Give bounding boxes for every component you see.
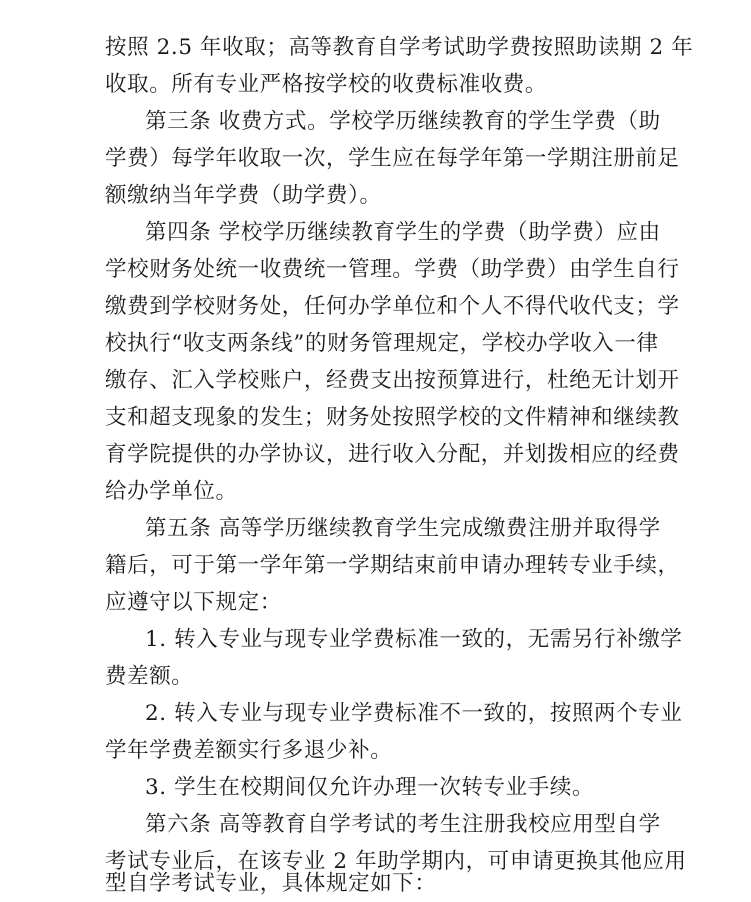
text-line-content: 3. 学生在校期间仅允许办理一次转专业手续。: [145, 775, 595, 800]
text-line: [0, 733, 751, 769]
text-line-content: 给办学单位。: [105, 479, 238, 504]
text-line: [0, 659, 751, 695]
text-line: [0, 289, 751, 325]
text-line-content: 育学院提供的办学协议，进行收入分配，并划拨相应的经费: [105, 442, 680, 467]
text-line-content: 额缴纳当年学费（助学费）。: [105, 183, 382, 208]
text-line: [0, 363, 751, 399]
text-line-content: 型自学考试专业，具体规定如下：: [105, 871, 437, 896]
text-line-content: 1. 转入专业与现专业学费标准一致的，无需另行补缴学: [145, 627, 683, 652]
text-line-content: 缴费到学校财务处，任何办学单位和个人不得代收代支；学: [105, 294, 680, 319]
text-line-content: 按照 2.5 年收取；高等教育自学考试助学费按照助读期 2 年: [105, 35, 694, 60]
text-line-content: 第五条 高等学历继续教育学生完成缴费注册并取得学: [145, 516, 661, 541]
text-line-content: 第六条 高等教育自学考试的考生注册我校应用型自学: [145, 812, 661, 837]
text-line: [0, 400, 751, 436]
text-line: [0, 178, 751, 214]
text-line-content: 支和超支现象的发生；财务处按照学校的文件精神和继续教: [105, 405, 680, 430]
text-line: [0, 511, 751, 547]
text-line: [0, 807, 751, 843]
text-line: [0, 622, 751, 658]
text-line: [0, 67, 751, 103]
text-line: [0, 215, 751, 251]
text-line-content: 2. 转入专业与现专业学费标准不一致的，按照两个专业: [145, 701, 683, 726]
text-line: [0, 474, 751, 510]
text-line-content: 籍后，可于第一学年第一学期结束前申请办理转专业手续，: [105, 553, 680, 578]
text-line-content: 缴存、汇入学校账户，经费支出按预算进行，杜绝无计划开: [105, 368, 680, 393]
text-line: [0, 30, 751, 66]
text-line-content: 学校财务处统一收费统一管理。学费（助学费）由学生自行: [105, 257, 680, 282]
text-line-content: 考试专业后，在该专业 2 年助学期内，可申请更换其他应用: [105, 849, 687, 874]
text-line: [0, 585, 751, 621]
text-line: [0, 548, 751, 584]
text-line: [0, 866, 751, 902]
text-line-content: 费差额。: [105, 664, 194, 689]
text-line: [0, 696, 751, 732]
text-line-content: 学费）每学年收取一次，学生应在每学年第一学期注册前足: [105, 146, 680, 171]
text-line: [0, 252, 751, 288]
text-line: [0, 104, 751, 140]
text-line: [0, 437, 751, 473]
text-line-content: 应遵守以下规定：: [105, 590, 282, 615]
text-line: [0, 326, 751, 362]
text-line-content: 学年学费差额实行多退少补。: [105, 738, 393, 763]
text-line: [0, 770, 751, 806]
text-line-content: 第四条 学校学历继续教育学生的学费（助学费）应由: [145, 220, 661, 245]
text-line-content: 收取。所有专业严格按学校的收费标准收费。: [105, 72, 548, 97]
text-line: [0, 141, 751, 177]
text-line-content: 校执行“收支两条线”的财务管理规定，学校办学收入一律: [105, 331, 659, 356]
text-line-content: 第三条 收费方式。学校学历继续教育的学生学费（助: [145, 109, 661, 134]
